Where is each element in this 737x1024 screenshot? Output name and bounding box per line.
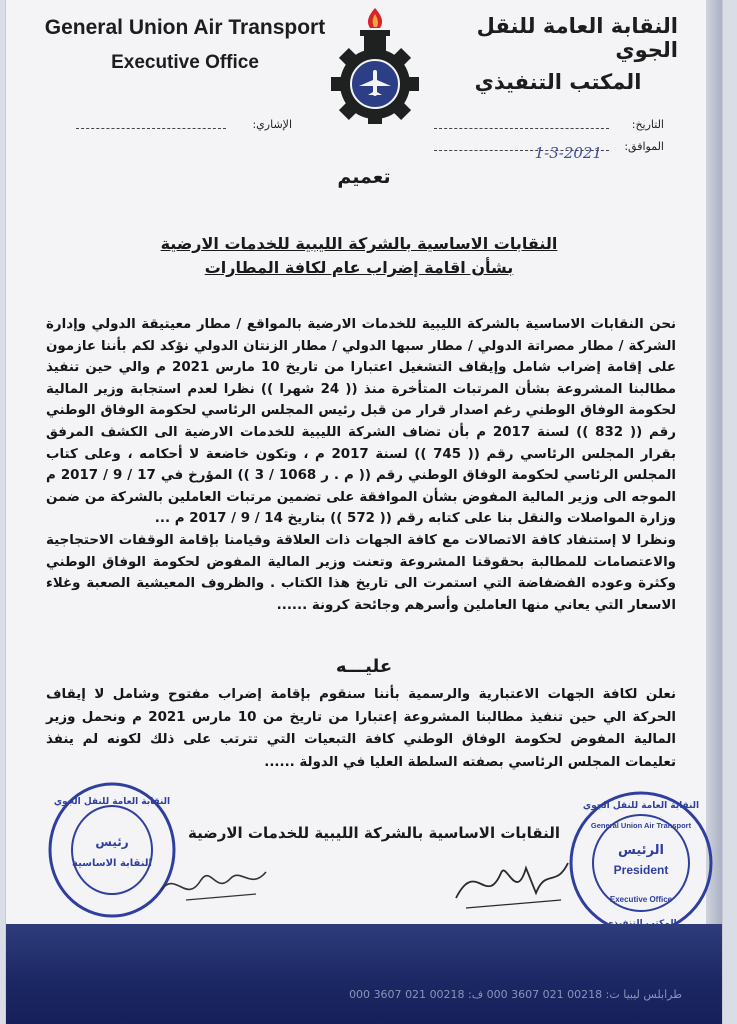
left-stamp-title: رئيس bbox=[95, 835, 129, 849]
left-stamp-ring-text: النقابة العامة للنقل الجوي bbox=[53, 797, 171, 807]
header-arabic bbox=[438, 14, 678, 94]
right-stamp-role: President bbox=[613, 863, 669, 877]
muwafiq-row bbox=[434, 140, 664, 162]
header-ar-subtitle: المكتب التنفيذي bbox=[474, 70, 642, 94]
handwritten-date: 1-3-2021 bbox=[534, 144, 602, 162]
date-block bbox=[434, 118, 664, 162]
right-stamp-title: الرئيس bbox=[618, 843, 664, 858]
letterhead-footer-band bbox=[6, 924, 722, 1024]
signatory-line: النقابات الاساسية بالشركة الليبية للخدمات الارضية bbox=[188, 824, 560, 842]
muwafiq-label: الموافق: bbox=[624, 140, 664, 153]
therefore-heading: عليـــه bbox=[335, 656, 393, 677]
date-dotted-line bbox=[434, 128, 609, 129]
subject-line-1: النقابات الاساسية بالشركة الليبية للخدمات الارضية bbox=[160, 234, 558, 253]
left-stamp-subtitle: النقابة الاساسية bbox=[72, 858, 152, 869]
right-stamp-en-bottom: Executive Office bbox=[609, 895, 673, 904]
reference-number-field bbox=[76, 118, 302, 134]
union-logo bbox=[324, 6, 426, 124]
body-paragraph-1: نحن النقابات الاساسية بالشركة الليبية للخدمات الارضية بالمواقع / مطار معيتيقة الدولي وإدارة الشركة / مطار مصراتة الدولي / مطار سبها الدولي / مطار الزنتان الدولي نؤكد لكم بأننا عازمون على إقامة إضراب شامل وإيقاف التشغيل اعتبارا من تاريخ 10 مارس 2021 م والي حين تنفيذ مطالبنا المشروعة بشأن المرتبات المتأخرة منذ (( 24 شهرا )) نظرا لعدم استجابة وزير المالية لحكومة الوفاق الوطني رغم اصدار قرار من قبل رئيس المجلس الرئاسي لحكومة الوفاق الوطني رقم (( 832 )) لسنة 2017 م بأن تضاف الشركة الليبية للخدمات الارضية الى الكشف المرفق بقرار المجلس الرئاسي رقم (( 745 )) لسنة 2017 م ، وتكون خاضعة لا أحكامه ، وعلى كتاب المجلس الرئاسي لحكومة الوفاق الوطني رقم (( م . ر 1068 / 3 )) المؤرخ في 17 / 9 / 2017 م الموجه الى وزير المالية المفوض بشأن الموافقة على تضمين مرتبات العاملين بالشركة من ضمن وزارة المواصلات والنقل بنا على كتابه رقم (( 572 )) بتاريخ 14 / 9 / 2017 م ... bbox=[46, 317, 677, 527]
memo-subject bbox=[116, 232, 602, 280]
header-en-title: General Union Air Transport bbox=[44, 16, 326, 39]
memo-title: تعميم bbox=[337, 166, 391, 188]
header-english bbox=[40, 16, 330, 74]
executive-office-stamp bbox=[566, 788, 716, 938]
right-stamp-ar-ring: النقابة العامة للنقل الجوي bbox=[582, 801, 700, 811]
date-label: التاريخ: bbox=[631, 118, 664, 131]
header-ar-title: النقابة العامة للنقل الجوي bbox=[476, 14, 678, 62]
footer-contact-text: طرابلس ليبيا ت: 00218 021 3607 000 ف: 00218 021 3607 000 bbox=[349, 988, 682, 1001]
memo-page bbox=[6, 0, 722, 1024]
date-row bbox=[434, 118, 664, 140]
signature-right bbox=[446, 848, 576, 918]
header-en-subtitle: Executive Office bbox=[111, 52, 259, 73]
body-paragraph-2: ونظرا لا إستنفاد كافة الاتصالات مع كافة الجهات ذات العلاقة وقيامنا بإقامة الوقفات الاحتجاجية والاعتصامات للمطالبة بحقوقنا المشروعة وتعنت وزير المالية المفوض لحكومة الوفاق الوطني وكثرة وعوده الفضفاضة التي استمرت الى تاريخ هذا الكتاب . والظروف المعيشية الصعبة وغلاء الاسعار التي يعاني منها العاملين وأسرهم وجائحة كرونة ...... bbox=[46, 532, 676, 613]
memo-body bbox=[46, 314, 676, 616]
closing-paragraph: نعلن لكافة الجهات الاعتبارية والرسمية بأننا سنقوم بإقامة إضراب مفتوح وشامل لا إيقاف الحركة الي حين تنفيذ مطالبنا المشروعة إعتبارا من تاريخ من 10 مارس 2021 م ونحمل وزير المالية المفوض لحكومة الوفاق الوطني كافة التبعيات التي تترتب على ذلك لكونه لم ينفذ تعليمات المجلس الرئاسي بصفته السلطة العليا في الدولة ...... bbox=[46, 687, 676, 770]
signature-left bbox=[156, 850, 276, 910]
reference-dotted-line bbox=[76, 128, 226, 129]
right-stamp-en-ring: General Union Air Transport bbox=[590, 821, 692, 830]
reference-label: الإشاري: bbox=[252, 118, 292, 131]
subject-line-2: بشأن اقامة إضراب عام لكافة المطارات bbox=[204, 258, 514, 277]
